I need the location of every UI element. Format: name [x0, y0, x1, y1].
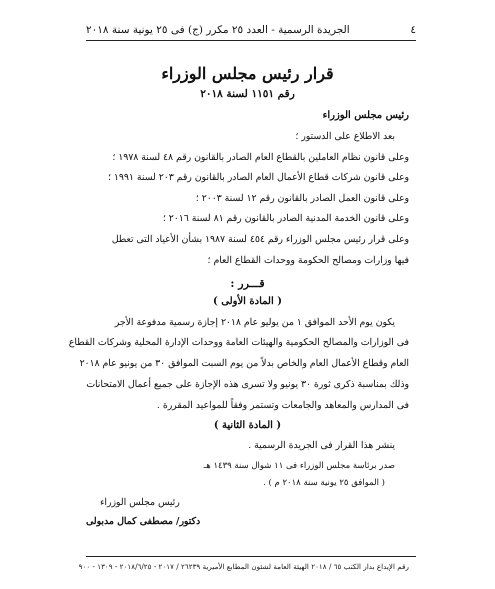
signature-title: رئيس مجلس الوزراء: [100, 497, 180, 508]
article-1-heading: ( المادة الأولى ): [213, 296, 282, 307]
decree-title: قرار رئيس مجلس الوزراء: [161, 64, 334, 83]
preamble-line: بعد الاطلاع على الدستور ؛: [295, 131, 395, 142]
preamble-line: وعلى قانون نظام العاملين بالقطاع العام الصادر بالقانون رقم ٤٨ لسنة ١٩٧٨ ؛: [112, 152, 409, 163]
decided-heading: قـــرر :: [230, 277, 265, 290]
article-1-line: العام وقطاع الأعمال العام والخاص بدلاً من يوم السبت الموافق ٣٠ من يونيو عام ٢٠١٨: [79, 358, 409, 369]
footer-deposit: رقم الإيداع بدار الكتب ٦٥ / ٢٠١٨ الهيئة العامة لشئون المطابع الأميرية ٢٦٢٣٩ / ٢٠١٧ - ٢٠١٨/٦/٢٥ - ١٣٠٩ - ٩٠٠: [78, 562, 409, 571]
preamble-line: وعلى قانون الخدمة المدنية الصادر بالقانون رقم ٨١ لسنة ٢٠١٦ ؛: [162, 213, 409, 224]
issued-gregorian: ( الموافق ٢٥ يونية سنة ٢٠١٨ م ) .: [263, 478, 385, 488]
page-header: [86, 24, 416, 36]
article-1-line: وذلك بمناسبة ذكرى ثورة ٣٠ يونيو ولا تسرى هذه الإجازة على جميع أعمال الامتحانات: [86, 379, 409, 390]
article-1-line: فى الوزارات والمصالح الحكومية والهيئات العامة ووحدات الإدارة المحلية وشركات القطاع: [68, 337, 409, 348]
decree-number: رقم ١١٥١ لسنة ٢٠١٨: [200, 88, 295, 100]
header-rule: [86, 40, 416, 41]
article-2-heading: ( المادة الثانية ): [213, 420, 282, 431]
article-1-line: فى المدارس والمعاهد والجامعات وتستمر وفقاً للمواعيد المقررة .: [156, 400, 409, 411]
gazette-header: الجريدة الرسمية - العدد ٢٥ مكرر (ج) فى ٢٥ يونية سنة ٢٠١٨: [86, 24, 350, 36]
preamble-line: وعلى قانون شركات قطاع الأعمال العام الصادر بالقانون رقم ٢٠٣ لسنة ١٩٩١ ؛: [107, 172, 409, 183]
issued-hijri: صدر برئاسة مجلس الوزراء فى ١١ شوال سنة ١٤٣٩ هـ: [203, 461, 395, 471]
preamble-line: فيها وزارات ومصالح الحكومة ووحدات القطاع العام ؛: [207, 255, 409, 266]
footer-rule: [86, 556, 416, 557]
article-2-text: ينشر هذا القرار فى الجريدة الرسمية .: [248, 440, 395, 451]
issuer: رئيس مجلس الوزراء: [322, 110, 409, 121]
article-1-line: يكون يوم الأحد الموافق ١ من يوليو عام ٢٠١٨ إجازة رسمية مدفوعة الأجر: [114, 317, 395, 328]
preamble-line: وعلى قانون العمل الصادر بالقانون رقم ١٢ لسنة ٢٠٠٣ ؛: [195, 193, 409, 204]
signature-name: دكتور/ مصطفى كمال مدبولى: [86, 516, 201, 527]
page-number: ٤: [410, 24, 416, 36]
preamble-line: وعلى قرار رئيس مجلس الوزراء رقم ٤٥٤ لسنة ١٩٨٧ بشأن الأعياد التى تعطل: [111, 234, 409, 245]
